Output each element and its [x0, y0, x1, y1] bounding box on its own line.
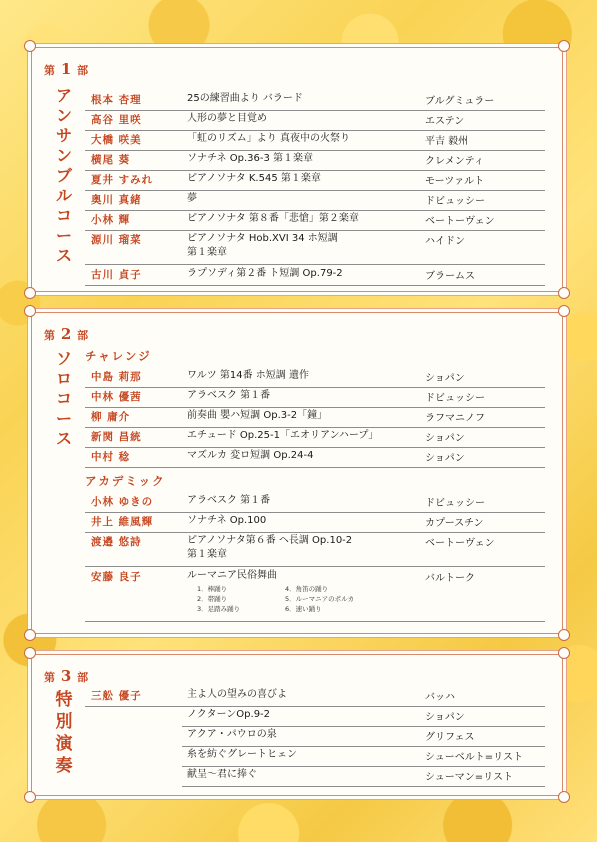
title-char: 別 — [55, 712, 73, 732]
ornament-corner-icon — [24, 287, 36, 299]
piece-title: アラベスク 第１番 — [187, 495, 271, 506]
ornament-corner-icon — [558, 647, 570, 659]
program-row — [85, 172, 545, 191]
dance-movement: 3．足踏み踊り — [197, 605, 241, 613]
performer-name: 源川 瑠菜 — [91, 234, 142, 246]
performer-name: 小林 ゆきの — [91, 496, 154, 508]
piece-title: 糸を紡ぐグレートヒェン — [187, 749, 297, 760]
program-row — [85, 409, 545, 428]
part1-panel — [31, 47, 563, 292]
performer-name: 柳 庸介 — [91, 411, 131, 423]
part3-panel — [31, 654, 563, 796]
program-row — [85, 132, 545, 151]
performer-name: 渡邉 悠詩 — [91, 536, 142, 548]
program-row — [85, 688, 545, 707]
performer-name: 横尾 葵 — [91, 154, 131, 166]
piece-title: 「虹のリズム」より 真夜中の火祭り — [187, 133, 350, 144]
part-label-prefix: 第 — [44, 64, 56, 77]
part-label-number: 3 — [60, 667, 73, 685]
part1-course-title — [55, 86, 73, 266]
part-label-prefix: 第 — [44, 329, 56, 342]
piece-title-line1: ピアノソナタ第６番 ヘ長調 Op.10-2 — [187, 535, 353, 546]
piece-title-line1: ピアノソナタ Hob.XVI 34 ホ短調 — [187, 233, 338, 244]
piece-title: アクア・パウロの泉 — [187, 729, 277, 740]
composer-name: ドビュッシー — [425, 498, 485, 509]
composer-name: ハイドン — [425, 236, 465, 247]
composer-name: モーツァルト — [425, 176, 485, 187]
performer-name: 中村 稔 — [91, 451, 131, 463]
program-row — [85, 232, 545, 265]
piece-title: マズルカ 変ロ短調 Op.24-4 — [187, 450, 314, 461]
part-label-suffix: 部 — [77, 64, 90, 77]
composer-name: バッハ — [425, 692, 455, 703]
piece-title: ワルツ 第14番 ホ短調 遺作 — [187, 370, 309, 381]
piece-title-line2: 第１楽章 — [187, 549, 227, 560]
part-label-prefix: 第 — [44, 671, 56, 684]
performer-name: 根本 杏理 — [91, 94, 142, 106]
ornament-corner-icon — [558, 40, 570, 52]
performer-name: 小林 輝 — [91, 214, 131, 226]
title-char: 奏 — [55, 756, 73, 776]
academic-section-label: アカデミック — [85, 474, 166, 488]
piece-title: ノクターンOp.9-2 — [187, 709, 271, 720]
title-char: ー — [55, 226, 72, 245]
performer-name: 夏井 すみれ — [91, 174, 154, 186]
part1-label — [44, 60, 89, 78]
composer-name: ベートーヴェン — [425, 216, 495, 227]
program-row — [85, 152, 545, 171]
program-row — [182, 708, 545, 727]
piece-title: ピアノソナタ 第８番「悲愴」第２楽章 — [187, 213, 359, 224]
performer-name: 奥川 真緒 — [91, 194, 142, 206]
composer-name: シューマン=リスト — [425, 772, 513, 783]
piece-title: アラベスク 第１番 — [187, 390, 271, 401]
program-row — [182, 748, 545, 767]
ornament-corner-icon — [24, 791, 36, 803]
piece-title: ソナチネ Op.36-3 第１楽章 — [187, 153, 314, 164]
title-char: ソ — [55, 349, 72, 368]
piece-title: ルーマニア民俗舞曲 — [187, 570, 277, 581]
composer-name: ブルグミュラー — [425, 96, 495, 107]
composer-name: ブラームス — [425, 271, 475, 282]
challenge-section-label: チャレンジ — [85, 349, 152, 363]
composer-name: ショパン — [425, 453, 465, 464]
piece-title: ラプソディ第２番 ト短調 Op.79-2 — [187, 268, 343, 279]
program-row — [85, 514, 545, 533]
composer-name: ベートーヴェン — [425, 538, 495, 549]
piece-title: 人形の夢と目覚め — [187, 113, 267, 124]
program-row — [182, 768, 545, 787]
ornament-corner-icon — [558, 791, 570, 803]
program-row — [85, 267, 545, 286]
ornament-corner-icon — [24, 629, 36, 641]
program-row — [85, 212, 545, 231]
program-row — [85, 112, 545, 131]
part2-label — [44, 325, 89, 343]
title-char: 特 — [55, 690, 73, 710]
composer-name: ドビュッシー — [425, 393, 485, 404]
dance-movement: 6．速い踊り — [285, 605, 322, 613]
ornament-corner-icon — [558, 287, 570, 299]
composer-name: グリフェス — [425, 732, 475, 743]
composer-name: エステン — [425, 116, 465, 127]
ornament-corner-icon — [558, 629, 570, 641]
program-row — [182, 728, 545, 747]
title-char: コ — [55, 206, 72, 225]
part-label-number: 1 — [60, 60, 73, 78]
title-char: ー — [55, 409, 72, 428]
program-row — [85, 369, 545, 388]
piece-title: 25の練習曲より バラード — [187, 93, 303, 104]
composer-name: バルトーク — [425, 573, 475, 584]
piece-title: 主よ人の望みの喜びよ — [187, 689, 287, 700]
performer-name: 古川 貞子 — [91, 269, 142, 281]
program-row — [85, 389, 545, 408]
performer-name: 井上 維風輝 — [91, 516, 154, 528]
part-label-suffix: 部 — [77, 671, 90, 684]
part-label-suffix: 部 — [77, 329, 90, 342]
piece-title: 前奏曲 嬰ハ短調 Op.3-2「鐘」 — [187, 410, 328, 421]
ornament-corner-icon — [24, 40, 36, 52]
title-char: サ — [55, 126, 72, 145]
piece-title: エチュード Op.25-1「エオリアンハープ」 — [187, 430, 379, 441]
title-char: ア — [55, 86, 72, 105]
title-char: ス — [55, 429, 72, 448]
composer-name: 平吉 毅州 — [425, 136, 469, 147]
program-row — [85, 192, 545, 211]
title-char: ン — [55, 106, 72, 125]
title-char: ロ — [55, 369, 72, 388]
composer-name: ショパン — [425, 433, 465, 444]
piece-title: ピアノソナタ K.545 第１楽章 — [187, 173, 321, 184]
title-char: 演 — [55, 734, 73, 754]
piece-title: ソナチネ Op.100 — [187, 515, 267, 526]
title-char: ブ — [55, 166, 72, 185]
dance-movement: 2．帯踊り — [197, 595, 228, 603]
composer-name: ショパン — [425, 712, 465, 723]
program-row — [85, 534, 545, 567]
dance-movement: 5．ルーマニアのポルカ — [285, 595, 355, 603]
program-row — [85, 569, 545, 622]
title-char: ン — [55, 146, 72, 165]
performer-name: 高谷 里咲 — [91, 114, 142, 126]
piece-title — [187, 534, 417, 562]
dance-movement: 4．角笛の踊り — [285, 585, 329, 593]
performer-name: 新関 昌統 — [91, 431, 142, 443]
part2-course-title — [55, 349, 73, 449]
piece-title — [187, 232, 417, 260]
part-label-number: 2 — [60, 325, 73, 343]
ornament-corner-icon — [558, 305, 570, 317]
piece-title: 献呈～君に捧ぐ — [187, 769, 257, 780]
part3-label — [44, 667, 89, 685]
performer-name: 三舩 優子 — [91, 690, 142, 702]
dance-movement: 1．棒踊り — [197, 585, 228, 593]
ornament-corner-icon — [24, 305, 36, 317]
program-row — [85, 449, 545, 468]
piece-title-line2: 第１楽章 — [187, 247, 227, 258]
piece-title: 夢 — [187, 193, 197, 204]
title-char: ル — [55, 186, 72, 205]
composer-name: シューベルト=リスト — [425, 752, 523, 763]
composer-name: ショパン — [425, 373, 465, 384]
performer-name: 大橋 咲美 — [91, 134, 142, 146]
composer-name: カプースチン — [425, 518, 484, 529]
part3-special-title — [55, 689, 73, 777]
program-row — [85, 92, 545, 111]
composer-name: ドビュッシー — [425, 196, 485, 207]
composer-name: クレメンティ — [425, 156, 484, 167]
performer-name: 中島 莉那 — [91, 371, 142, 383]
performer-name: 安藤 良子 — [91, 571, 142, 583]
performer-name: 中林 優茜 — [91, 391, 142, 403]
ornament-corner-icon — [24, 647, 36, 659]
program-row — [85, 494, 545, 513]
title-char: ス — [55, 246, 72, 265]
program-row — [85, 429, 545, 448]
composer-name: ラフマニノフ — [425, 413, 485, 424]
part2-panel — [31, 312, 563, 634]
title-char: コ — [55, 389, 72, 408]
